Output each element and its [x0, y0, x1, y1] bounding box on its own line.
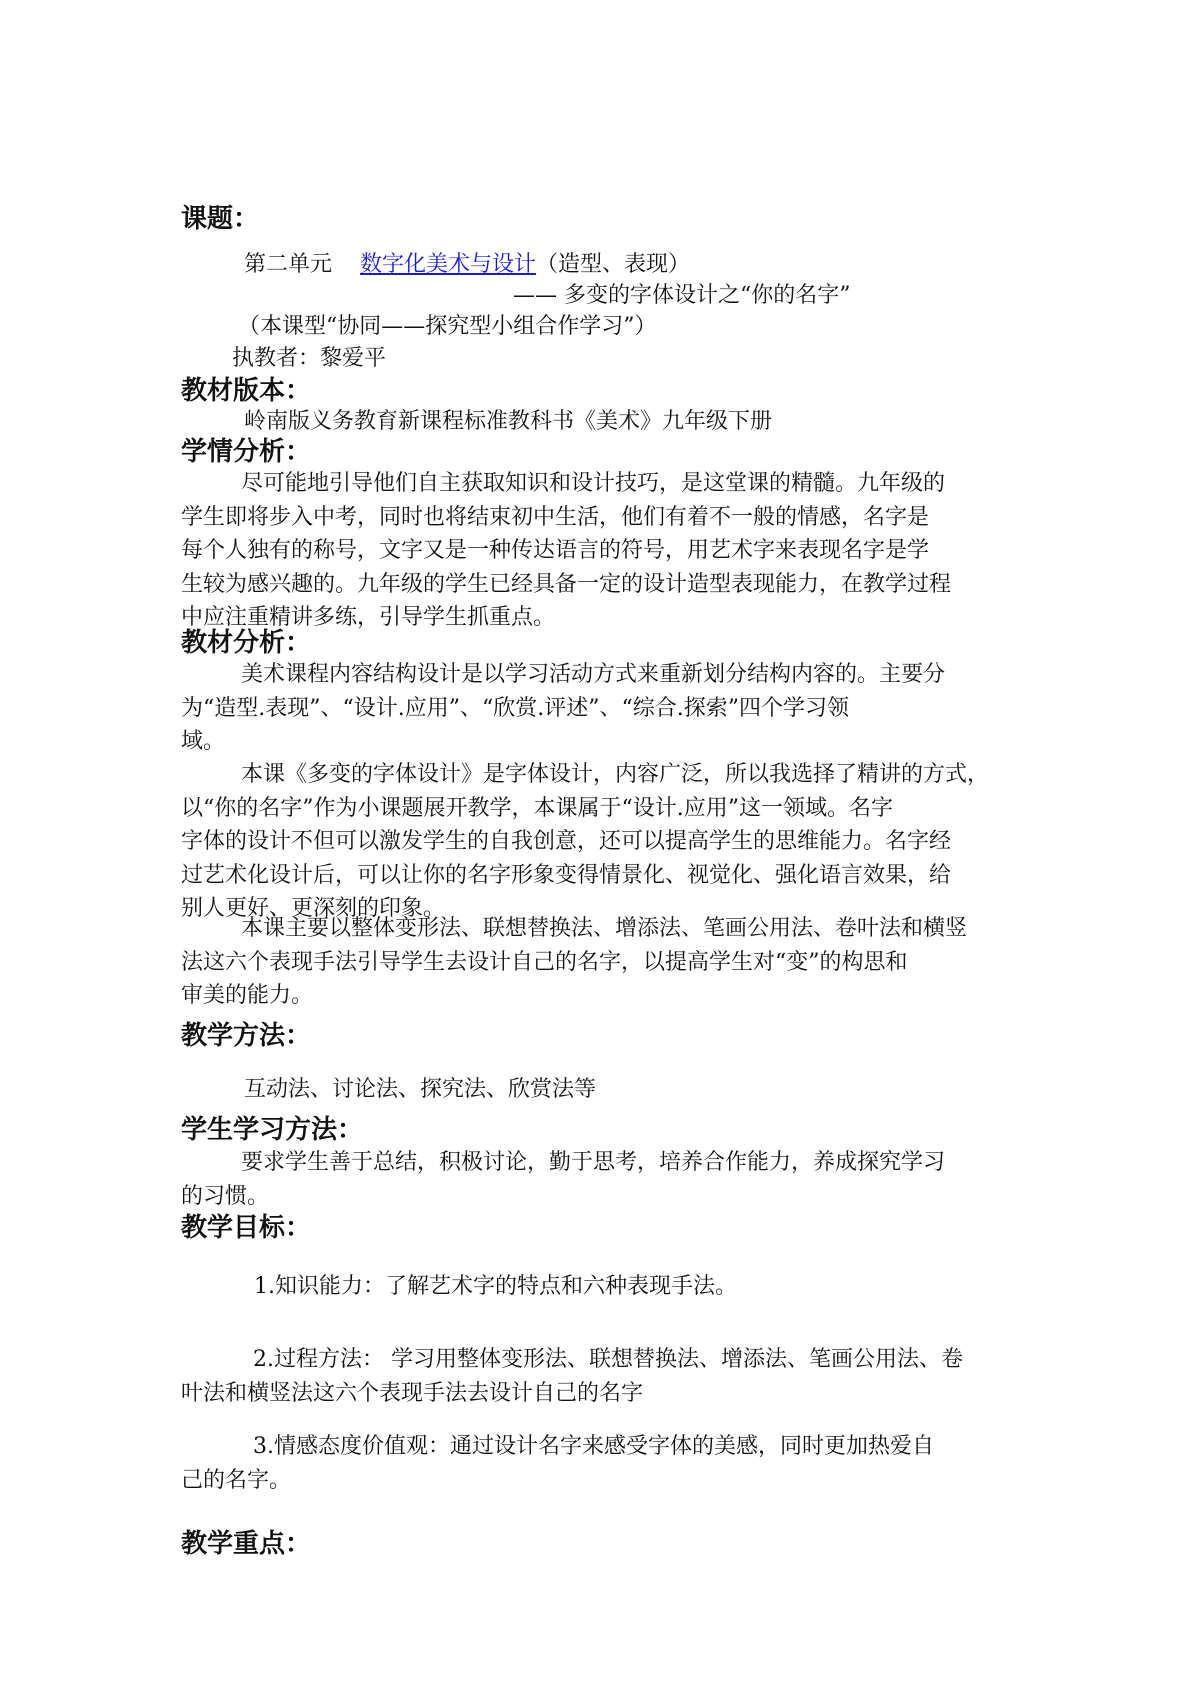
material-paragraph-1	[181, 658, 1021, 759]
paragraph-line: 己的名字。	[181, 1467, 292, 1493]
paragraph-line: 中应注重精讲多练，引导学生抓重点。	[181, 605, 556, 630]
paragraph-line: 2.过程方法： 学习用整体变形法、联想替换法、增添法、笔画公用法、卷	[253, 1347, 963, 1372]
heading-learning-method: 学生学习方法：	[181, 1115, 364, 1145]
paragraph-line: 本课《多变的字体设计》是字体设计，内容广泛，所以我选择了精讲的方式，	[241, 762, 990, 787]
paragraph-line: 的习惯。	[181, 1183, 270, 1209]
paragraph-line: 审美的能力。	[181, 983, 314, 1008]
heading-edition: 教材版本：	[181, 376, 312, 406]
paragraph-line: 法这六个表现手法引导学生去设计自己的名字，以提高学生对“变”的构思和	[181, 949, 908, 975]
paragraph-line: 叶法和横竖法这六个表现手法去设计自己的名字	[181, 1380, 644, 1406]
goal-emotion	[181, 1430, 1021, 1497]
paragraph-line: 本课主要以整体变形法、联想替换法、增添法、笔画公用法、卷叶法和横竖	[241, 916, 968, 941]
edition-text: 岭南版义务教育新课程标准教科书《美术》九年级下册	[244, 409, 773, 434]
paragraph-line: 过艺术化设计后，可以让你的名字形象变得情景化、视觉化、强化语言效果，给	[181, 862, 952, 888]
learning-method-paragraph	[181, 1146, 1021, 1213]
heading-teaching-method: 教学方法：	[181, 1021, 312, 1051]
paragraph-line: 每个人独有的称号，文字又是一种传达语言的符号，用艺术字来表现名字是学	[181, 538, 930, 563]
paragraph-line: 要求学生善于总结，积极讨论，勤于思考，培养合作能力，养成探究学习	[241, 1150, 946, 1175]
heading-material-analysis: 教材分析：	[181, 628, 312, 658]
topic-line	[244, 249, 690, 281]
paragraph-line: 学生即将步入中考，同时也将结束初中生活，他们有着不一般的情感，名字是	[181, 504, 930, 530]
heading-teaching-goals: 教学目标：	[181, 1213, 312, 1243]
unit-type-suffix: （造型、表现）	[536, 252, 691, 277]
unit-title-link[interactable]: 数字化美术与设计	[360, 252, 537, 277]
paragraph-line: 生较为感兴趣的。九年级的学生已经具备一定的设计造型表现能力，在教学过程	[181, 571, 952, 597]
heading-teaching-key-points: 教学重点：	[181, 1529, 312, 1559]
paragraph-line: 3.情感态度价值观：通过设计名字来感受字体的美感，同时更加热爱自	[253, 1434, 934, 1459]
material-paragraph-2	[181, 758, 1021, 926]
heading-student-analysis: 学情分析：	[181, 437, 312, 467]
paragraph-line: 域。	[181, 729, 226, 754]
goal-knowledge: 1.知识能力：了解艺术字的特点和六种表现手法。	[254, 1274, 737, 1299]
teaching-method-text: 互动法、讨论法、探究法、欣赏法等	[244, 1077, 597, 1102]
paragraph-line: 以“你的名字”作为小课题展开教学，本课属于“设计.应用”这一领域。名字	[181, 795, 893, 821]
paragraph-line: 为“造型.表现”、“设计.应用”、“欣赏.评述”、“综合.探索”四个学习领	[181, 695, 849, 721]
teacher-name: 执教者：黎爱平	[232, 346, 387, 371]
paragraph-line: 尽可能地引导他们自主获取知识和设计技巧，是这堂课的精髓。九年级的	[241, 471, 946, 496]
unit-label: 第二单元	[244, 252, 333, 277]
paragraph-line: 美术课程内容结构设计是以学习活动方式来重新划分结构内容的。主要分	[241, 662, 946, 687]
paragraph-line: 字体的设计不但可以激发学生的自我创意，还可以提高学生的思维能力。名字经	[181, 829, 952, 854]
lesson-subtitle: —— 多变的字体设计之“你的名字”	[513, 283, 851, 308]
student-analysis-paragraph	[181, 467, 1021, 635]
goal-process	[181, 1343, 1021, 1410]
material-paragraph-3	[181, 912, 1021, 1013]
paragraph-line: 别人更好、更深刻的印象。	[181, 896, 446, 921]
heading-topic: 课题：	[181, 204, 260, 234]
course-type: （本课型“协同——探究型小组合作学习”）	[238, 314, 657, 339]
